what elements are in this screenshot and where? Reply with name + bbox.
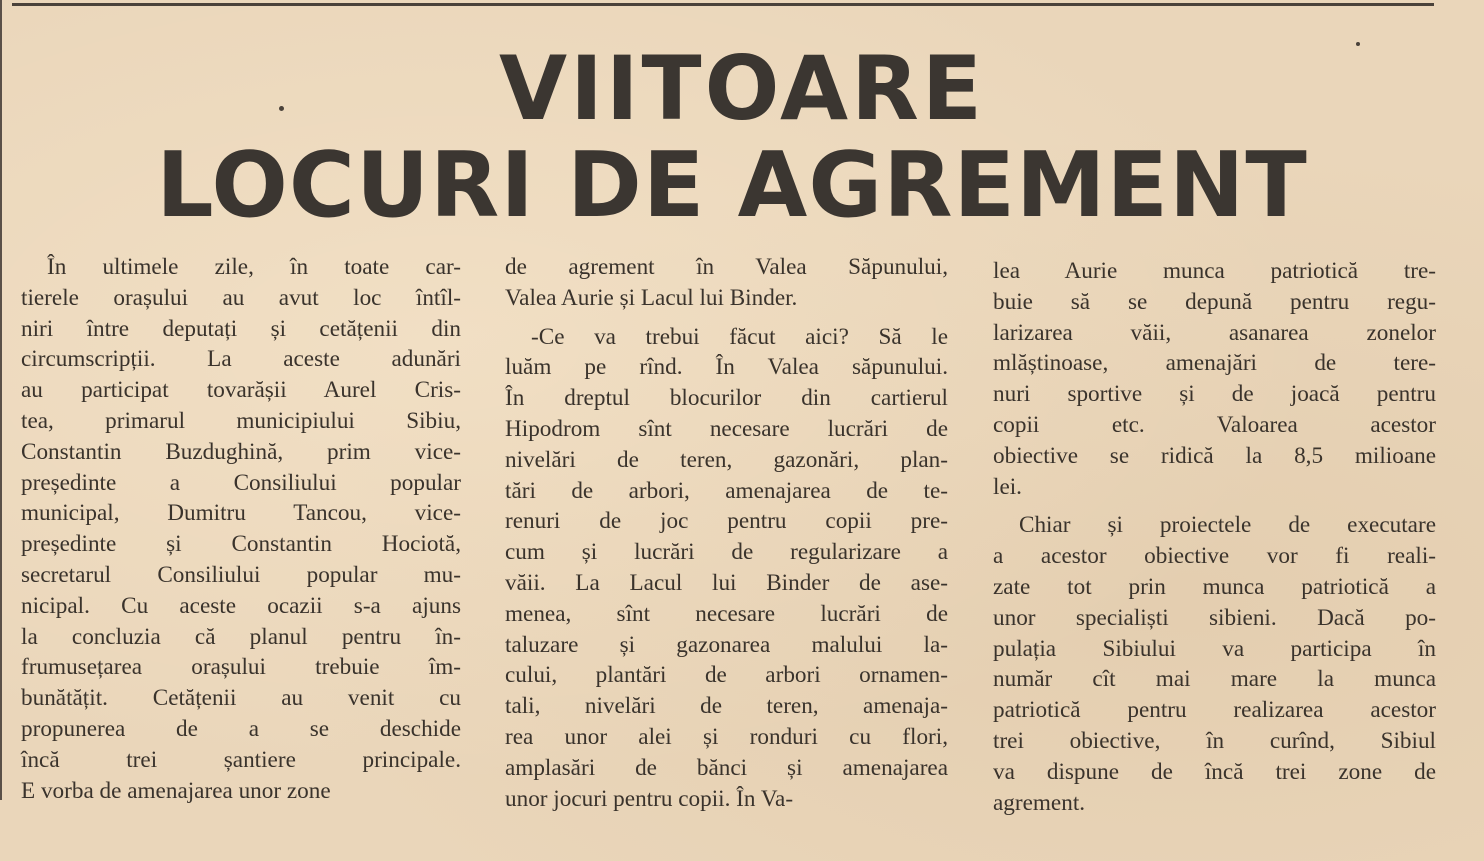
article-text-line: tea, primarul municipiului Sibiu,: [21, 407, 461, 434]
article-column-3: [993, 256, 1436, 818]
article-text-line: tali, nivelări de teren, amenaja-: [505, 693, 948, 720]
article-text-line: copii etc. Valoarea acestor: [993, 411, 1436, 438]
article-text-line: bunătățit. Cetățenii au venit cu: [21, 685, 461, 712]
article-text-line: luăm pe rînd. În Valea săpunului.: [505, 354, 948, 381]
article-text-line: număr cît mai mare la munca: [993, 666, 1436, 693]
article-text-line: Valea Aurie și Lacul lui Binder.: [505, 284, 798, 311]
article-text-line: -Ce va trebui făcut aici? Să le: [531, 323, 948, 350]
article-text-line: circumscripții. La aceste adunări: [21, 346, 461, 373]
article-text-line: mlăștinoase, amenajări de tere-: [993, 350, 1436, 377]
article-text-line: nuri sportive și de joacă pentru: [993, 381, 1436, 408]
article-text-line: lea Aurie munca patriotică tre-: [993, 258, 1436, 284]
article-text-line: patriotică pentru realizarea acestor: [993, 697, 1436, 724]
article-text-line: nivelări de teren, gazonări, plan-: [505, 446, 948, 473]
article-text-line: Hipodrom sînt necesare lucrări de: [505, 415, 948, 442]
article-text-line: frumusețarea orașului trebuie îm-: [21, 654, 461, 681]
article-headline: [0, 37, 1484, 238]
article-text-line: amplasări de bănci și amenajarea: [505, 754, 948, 781]
top-rule-divider: [12, 3, 1434, 6]
article-text-line: Constantin Buzdughină, prim vice-: [21, 438, 461, 465]
article-text-line: propunerea de a se deschide: [21, 715, 461, 742]
article-text-line: niri între deputați și cetățenii din: [21, 315, 461, 342]
article-text-line: În ultimele zile, în toate car-: [47, 254, 461, 280]
article-text-line: renuri de joc pentru copii pre-: [505, 508, 948, 535]
article-text-line: În dreptul blocurilor din cartierul: [505, 385, 948, 412]
headline-line-2: LOCURI DE AGREMENT: [156, 133, 1308, 238]
article-text-line: va dispune de încă trei zone de: [993, 758, 1436, 785]
article-text-line: secretarul Consiliului popular mu-: [21, 561, 461, 588]
article-text-line: municipal, Dumitru Tancou, vice-: [21, 500, 461, 527]
paragraph-gap: [993, 502, 1436, 510]
article-text-line: tări de arbori, amenajarea de te-: [505, 477, 948, 504]
article-text-line: trei obiective, în curînd, Sibiul: [993, 727, 1436, 754]
article-text-line: buie să se depună pentru regu-: [993, 288, 1436, 315]
article-text-line: Chiar și proiectele de executare: [1019, 512, 1436, 539]
headline-line-1: VIITOARE: [498, 37, 986, 140]
article-text-line: a acestor obiective vor fi reali-: [993, 543, 1436, 570]
article-text-line: rea unor alei și ronduri cu flori,: [505, 723, 948, 750]
article-text-line: la concluzia că planul pentru în-: [21, 623, 461, 650]
article-text-line: menea, sînt necesare lucrări de: [505, 600, 948, 627]
article-text-line: zate tot prin munca patriotică a: [993, 573, 1436, 600]
article-column-1: [21, 252, 461, 806]
article-text-line: E vorba de amenajarea unor zone: [21, 777, 331, 804]
article-text-line: nicipal. Cu aceste ocazii s-a ajuns: [21, 592, 461, 619]
article-text-line: unor jocuri pentru copii. În Va-: [505, 785, 794, 812]
paragraph-gap: [505, 314, 948, 322]
article-text-line: președinte și Constantin Hociotă,: [21, 531, 461, 558]
article-column-2: [505, 252, 948, 814]
article-text-line: larizarea văii, asanarea zonelor: [993, 319, 1436, 346]
article-text-line: obiective se ridică la 8,5 milioane: [993, 442, 1436, 469]
article-text-line: unor specialiști sibieni. Dacă po-: [993, 604, 1436, 631]
article-text-line: președinte a Consiliului popular: [21, 469, 461, 496]
article-text-line: tierele orașului au avut loc întîl-: [21, 284, 461, 311]
article-text-line: au participat tovarășii Aurel Cris-: [21, 377, 461, 404]
article-text-line: lei.: [993, 473, 1022, 500]
article-text-line: taluzare și gazonarea malului la-: [505, 631, 948, 658]
article-text-line: văii. La Lacul lui Binder de ase-: [505, 569, 948, 596]
article-text-line: de agrement în Valea Săpunului,: [505, 254, 948, 280]
article-text-line: încă trei șantiere principale.: [21, 746, 461, 773]
article-text-line: pulația Sibiului va participa în: [993, 635, 1436, 662]
article-text-line: agrement.: [993, 789, 1086, 816]
article-text-line: cum și lucrări de regularizare a: [505, 539, 948, 566]
article-text-line: cului, plantări de arbori ornamen-: [505, 662, 948, 689]
